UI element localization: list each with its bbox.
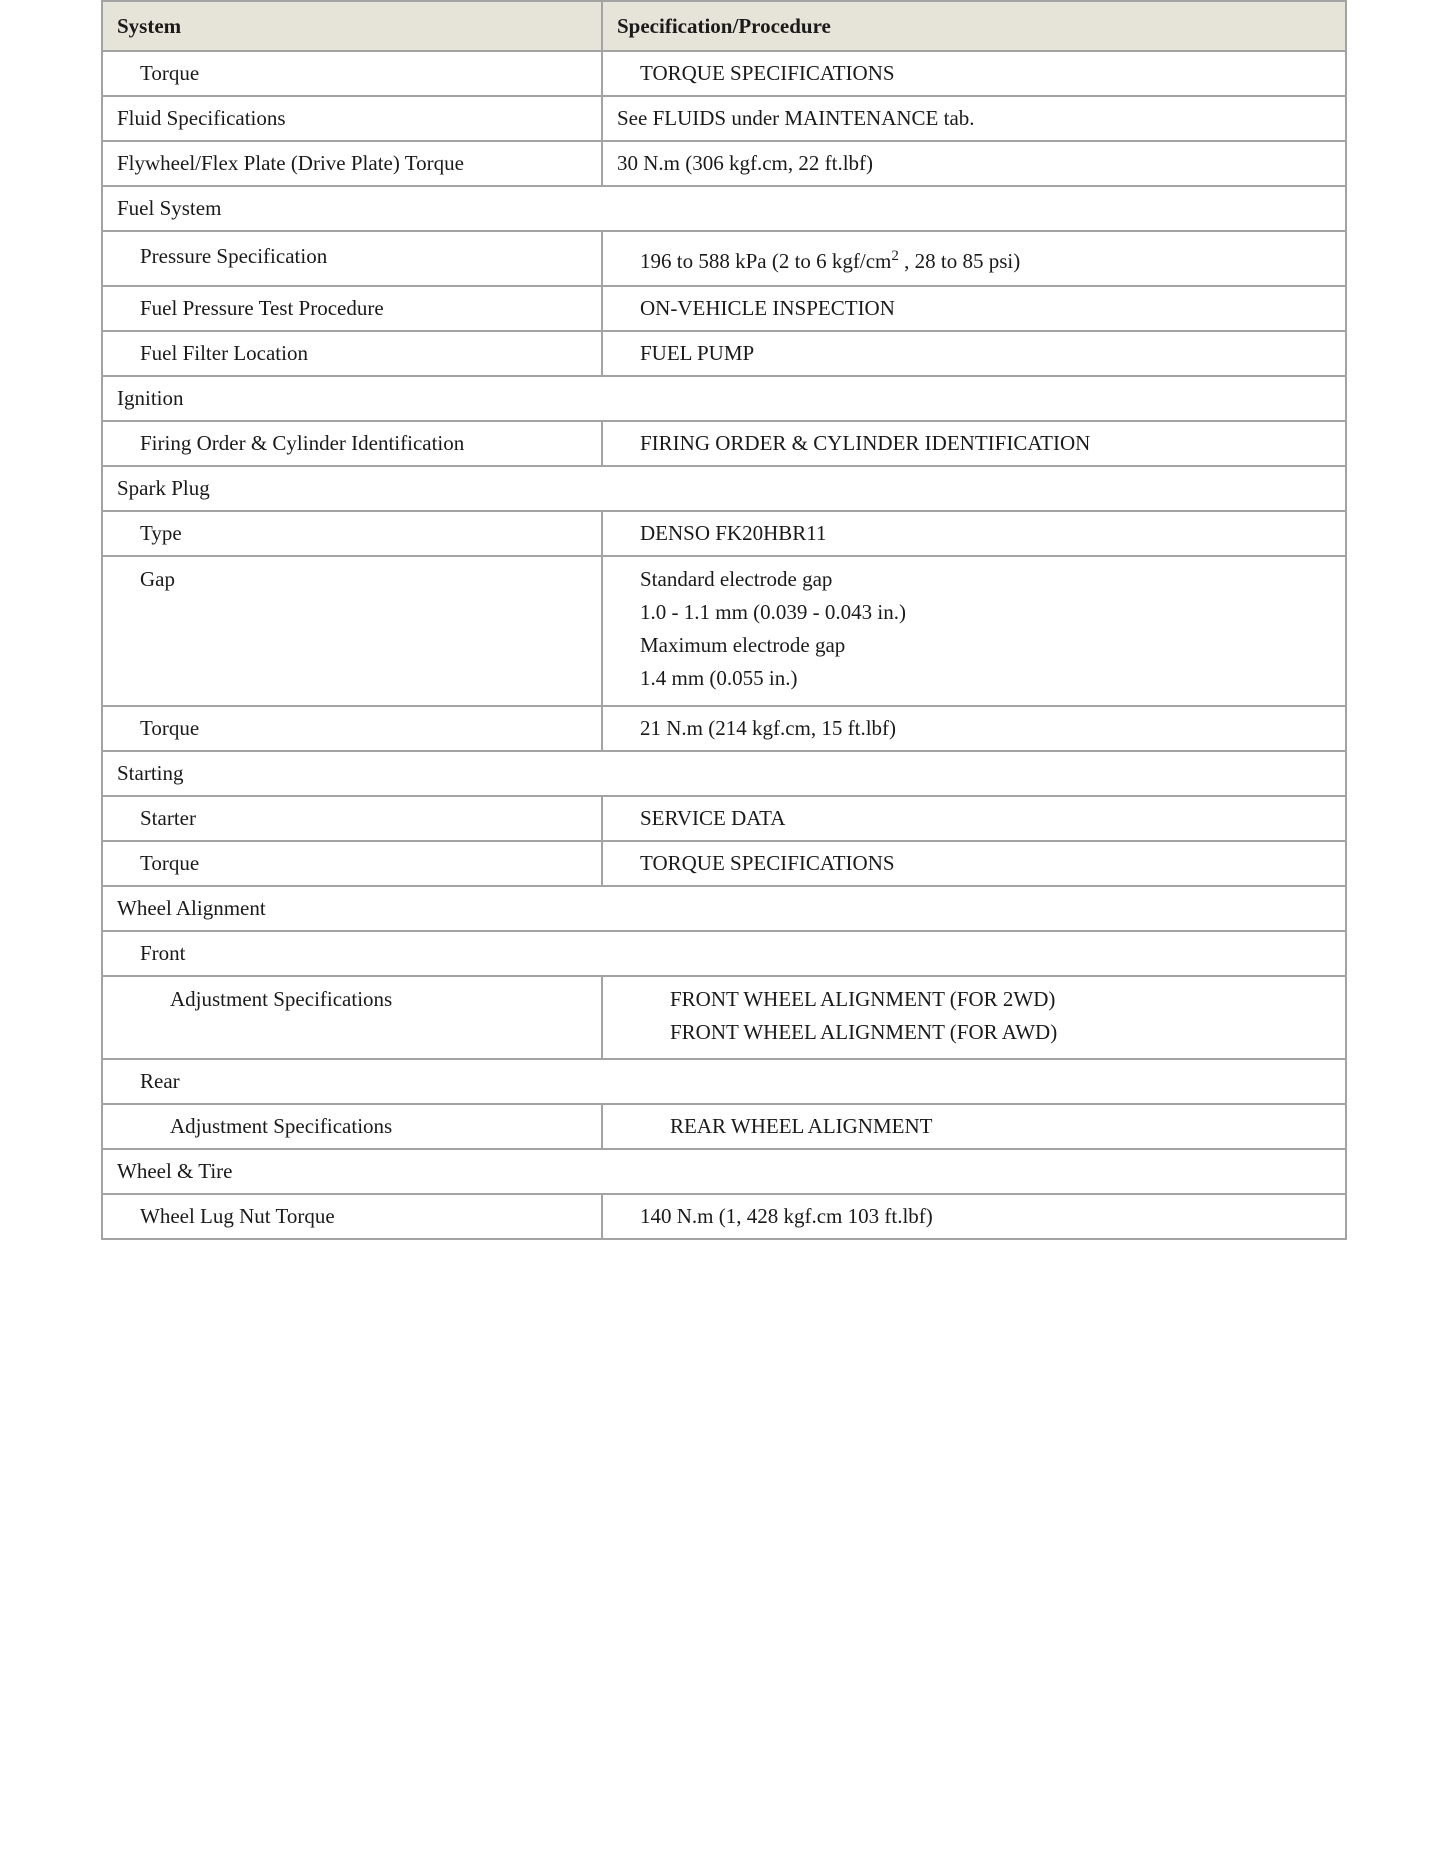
table-row <box>102 796 1346 841</box>
section-row <box>102 886 1346 931</box>
row-label: Fuel Filter Location <box>140 341 308 365</box>
row-label: Fluid Specifications <box>102 96 602 141</box>
row-label: Adjustment Specifications <box>170 987 393 1011</box>
row-link-value[interactable]: TORQUE SPECIFICATIONS <box>640 851 895 875</box>
table-row <box>102 706 1346 751</box>
subsection-row <box>102 931 1346 976</box>
table-row <box>102 331 1346 376</box>
row-label: Adjustment Specifications <box>170 1114 393 1138</box>
section-row <box>102 751 1346 796</box>
section-label: Ignition <box>102 376 1346 421</box>
row-value: 196 to 588 kPa (2 to 6 kgf/$cm^2$ , 28 to 85 psi) <box>640 248 1021 273</box>
table-row <box>102 841 1346 886</box>
subsection-row <box>102 1059 1346 1104</box>
row-link-value[interactable]: TORQUE SPECIFICATIONS <box>640 61 895 85</box>
table-row <box>102 1194 1346 1239</box>
row-label: Torque <box>140 61 200 85</box>
section-label: Wheel & Tire <box>102 1149 1346 1194</box>
table-row <box>102 286 1346 331</box>
row-label: Torque <box>140 851 200 875</box>
row-link-value[interactable]: ON-VEHICLE INSPECTION <box>640 296 895 320</box>
table-row <box>102 556 1346 706</box>
row-link-value[interactable]: FUEL PUMP <box>640 341 755 365</box>
section-row <box>102 186 1346 231</box>
table-row <box>102 421 1346 466</box>
table-row <box>102 141 1346 186</box>
column-header-spec: Specification/Procedure <box>602 1 1346 51</box>
row-link-value[interactable]: SERVICE DATA <box>640 806 786 830</box>
section-row <box>102 466 1346 511</box>
row-label: Torque <box>140 716 200 740</box>
table-row <box>102 1104 1346 1149</box>
row-label: Wheel Lug Nut Torque <box>140 1204 335 1228</box>
table-row <box>102 976 1346 1059</box>
subsection-label: Front <box>140 941 186 965</box>
section-label: Fuel System <box>102 186 1346 231</box>
row-value: DENSO FK20HBR11 <box>640 521 827 545</box>
row-value <box>617 983 1057 1049</box>
table-header-row <box>102 1 1346 51</box>
row-link-value[interactable]: REAR WHEEL ALIGNMENT <box>670 1114 933 1138</box>
table-row <box>102 511 1346 556</box>
table-row <box>102 96 1346 141</box>
section-label: Spark Plug <box>102 466 1346 511</box>
front-alignment-awd-link[interactable]: FRONT WHEEL ALIGNMENT (FOR AWD) <box>670 1020 1058 1044</box>
row-label: Firing Order & Cylinder Identification <box>140 431 465 455</box>
row-label: Fuel Pressure Test Procedure <box>140 296 384 320</box>
row-label: Starter <box>140 806 196 830</box>
table-row <box>102 231 1346 286</box>
section-label: Wheel Alignment <box>102 886 1346 931</box>
row-label: Pressure Specification <box>140 244 328 268</box>
row-value: See FLUIDS under MAINTENANCE tab. <box>602 96 1346 141</box>
row-label: Flywheel/Flex Plate (Drive Plate) Torque <box>102 141 602 186</box>
row-value: 21 N.m (214 kgf.cm, 15 ft.lbf) <box>640 716 897 740</box>
row-label: Type <box>140 521 182 545</box>
row-value: 140 N.m (1, 428 kgf.cm 103 ft.lbf) <box>640 1204 933 1228</box>
front-alignment-2wd-link[interactable]: FRONT WHEEL ALIGNMENT (FOR 2WD) <box>670 987 1056 1011</box>
column-header-system: System <box>102 1 602 51</box>
row-value: Standard electrode gap 1.0 - 1.1 mm (0.039 - 0.043 in.) Maximum electrode gap 1.4 mm (0.055 in.) <box>640 567 906 690</box>
section-row <box>102 376 1346 421</box>
row-label: Gap <box>140 567 175 591</box>
row-value: 30 N.m (306 kgf.cm, 22 ft.lbf) <box>602 141 1346 186</box>
section-row <box>102 1149 1346 1194</box>
row-link-value[interactable]: FIRING ORDER & CYLINDER IDENTIFICATION <box>640 431 1091 455</box>
table-row <box>102 51 1346 96</box>
section-label: Starting <box>102 751 1346 796</box>
subsection-label: Rear <box>140 1069 180 1093</box>
specification-table <box>101 0 1347 1240</box>
